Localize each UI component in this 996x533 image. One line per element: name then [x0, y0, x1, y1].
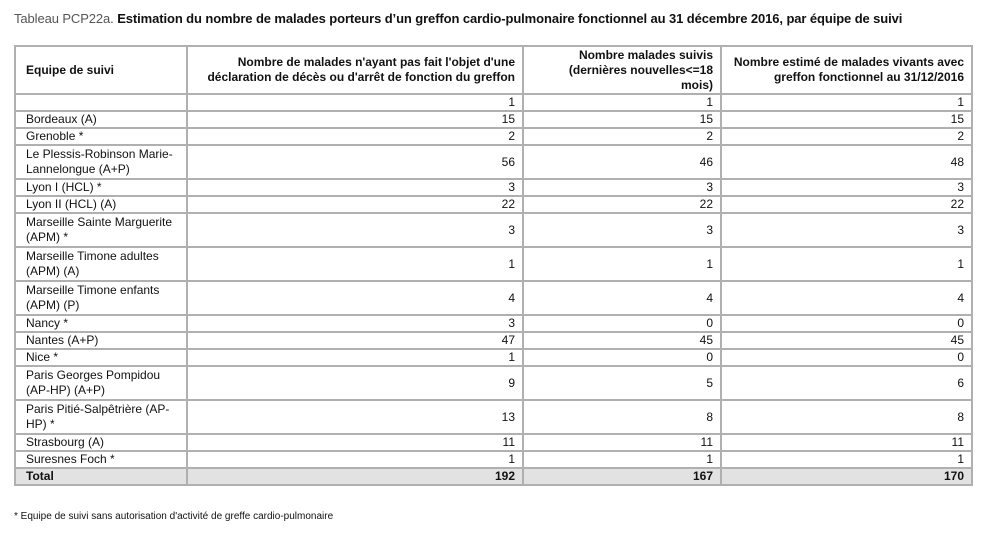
value-suivis: 46	[523, 145, 721, 179]
value-estimes: 8	[721, 400, 972, 434]
value-suivis: 0	[523, 315, 721, 332]
value-suivis: 11	[523, 434, 721, 451]
header-row	[15, 46, 972, 94]
value-non-declares: 47	[187, 332, 523, 349]
value-non-declares: 1	[187, 94, 523, 111]
value-suivis: 3	[523, 179, 721, 196]
footnote: * Equipe de suivi sans autorisation d'activité de greffe cardio-pulmonaire	[14, 511, 334, 522]
value-estimes: 6	[721, 366, 972, 400]
table-row	[15, 94, 972, 111]
team-name: Lyon I (HCL) *	[15, 179, 187, 196]
table-row	[15, 111, 972, 128]
table-row	[15, 247, 972, 281]
total-value-suivis: 167	[523, 468, 721, 485]
team-name: Nancy *	[15, 315, 187, 332]
table-row	[15, 128, 972, 145]
value-suivis: 2	[523, 128, 721, 145]
value-non-declares: 1	[187, 349, 523, 366]
value-non-declares: 3	[187, 213, 523, 247]
table-row	[15, 179, 972, 196]
team-name: Marseille Timone enfants (APM) (P)	[15, 281, 187, 315]
value-estimes: 1	[721, 247, 972, 281]
value-estimes: 48	[721, 145, 972, 179]
value-suivis: 5	[523, 366, 721, 400]
team-name: Marseille Timone adultes (APM) (A)	[15, 247, 187, 281]
team-name: Marseille Sainte Marguerite (APM) *	[15, 213, 187, 247]
value-estimes: 11	[721, 434, 972, 451]
table-row	[15, 145, 972, 179]
team-name: Suresnes Foch *	[15, 451, 187, 468]
table-row	[15, 400, 972, 434]
team-name: Paris Georges Pompidou (AP-HP) (A+P)	[15, 366, 187, 400]
value-suivis: 22	[523, 196, 721, 213]
team-name: Bordeaux (A)	[15, 111, 187, 128]
value-estimes: 1	[721, 94, 972, 111]
value-non-declares: 2	[187, 128, 523, 145]
data-table	[14, 45, 973, 486]
value-estimes: 0	[721, 349, 972, 366]
table-row	[15, 315, 972, 332]
table-row	[15, 281, 972, 315]
team-name: Le Plessis-Robinson Marie-Lannelongue (A+P)	[15, 145, 187, 179]
value-suivis: 1	[523, 247, 721, 281]
team-name: Paris Pitié-Salpêtrière (AP-HP) *	[15, 400, 187, 434]
value-suivis: 1	[523, 94, 721, 111]
value-suivis: 3	[523, 213, 721, 247]
value-suivis: 0	[523, 349, 721, 366]
value-estimes: 22	[721, 196, 972, 213]
value-estimes: 45	[721, 332, 972, 349]
value-estimes: 3	[721, 179, 972, 196]
value-non-declares: 3	[187, 179, 523, 196]
table-row	[15, 451, 972, 468]
table-row	[15, 349, 972, 366]
value-non-declares: 3	[187, 315, 523, 332]
header-equipe: Equipe de suivi	[15, 46, 187, 94]
table-row	[15, 434, 972, 451]
total-value-estimes: 170	[721, 468, 972, 485]
value-suivis: 8	[523, 400, 721, 434]
team-name: Lyon II (HCL) (A)	[15, 196, 187, 213]
team-name	[15, 94, 187, 111]
value-non-declares: 4	[187, 281, 523, 315]
team-name: Grenoble *	[15, 128, 187, 145]
table-caption: Estimation du nombre de malades porteurs d’un greffon cardio-pulmonaire fonctionnel au 31 décembre 2016, par équipe de suivi	[117, 11, 903, 26]
value-suivis: 15	[523, 111, 721, 128]
value-non-declares: 11	[187, 434, 523, 451]
value-suivis: 45	[523, 332, 721, 349]
table-label: Tableau PCP22a.	[14, 11, 114, 26]
value-estimes: 2	[721, 128, 972, 145]
table-row	[15, 332, 972, 349]
value-estimes: 4	[721, 281, 972, 315]
team-name: Nice *	[15, 349, 187, 366]
table-row	[15, 196, 972, 213]
value-non-declares: 13	[187, 400, 523, 434]
value-suivis: 1	[523, 451, 721, 468]
value-suivis: 4	[523, 281, 721, 315]
value-estimes: 15	[721, 111, 972, 128]
value-estimes: 1	[721, 451, 972, 468]
total-value-non-declares: 192	[187, 468, 523, 485]
value-non-declares: 9	[187, 366, 523, 400]
table-row	[15, 366, 972, 400]
value-estimes: 3	[721, 213, 972, 247]
table-row	[15, 213, 972, 247]
value-non-declares: 56	[187, 145, 523, 179]
team-name: Strasbourg (A)	[15, 434, 187, 451]
total-team-name: Total	[15, 468, 187, 485]
value-estimes: 0	[721, 315, 972, 332]
table-title	[14, 11, 902, 26]
header-estimes: Nombre estimé de malades vivants avec greffon fonctionnel au 31/12/2016	[721, 46, 972, 94]
value-non-declares: 1	[187, 247, 523, 281]
value-non-declares: 22	[187, 196, 523, 213]
header-suivis: Nombre malades suivis (dernières nouvelles<=18 mois)	[523, 46, 721, 94]
team-name: Nantes (A+P)	[15, 332, 187, 349]
total-row	[15, 468, 972, 485]
header-non-declares: Nombre de malades n'ayant pas fait l'objet d'une déclaration de décès ou d'arrêt de fonction du greffon	[187, 46, 523, 94]
value-non-declares: 1	[187, 451, 523, 468]
value-non-declares: 15	[187, 111, 523, 128]
